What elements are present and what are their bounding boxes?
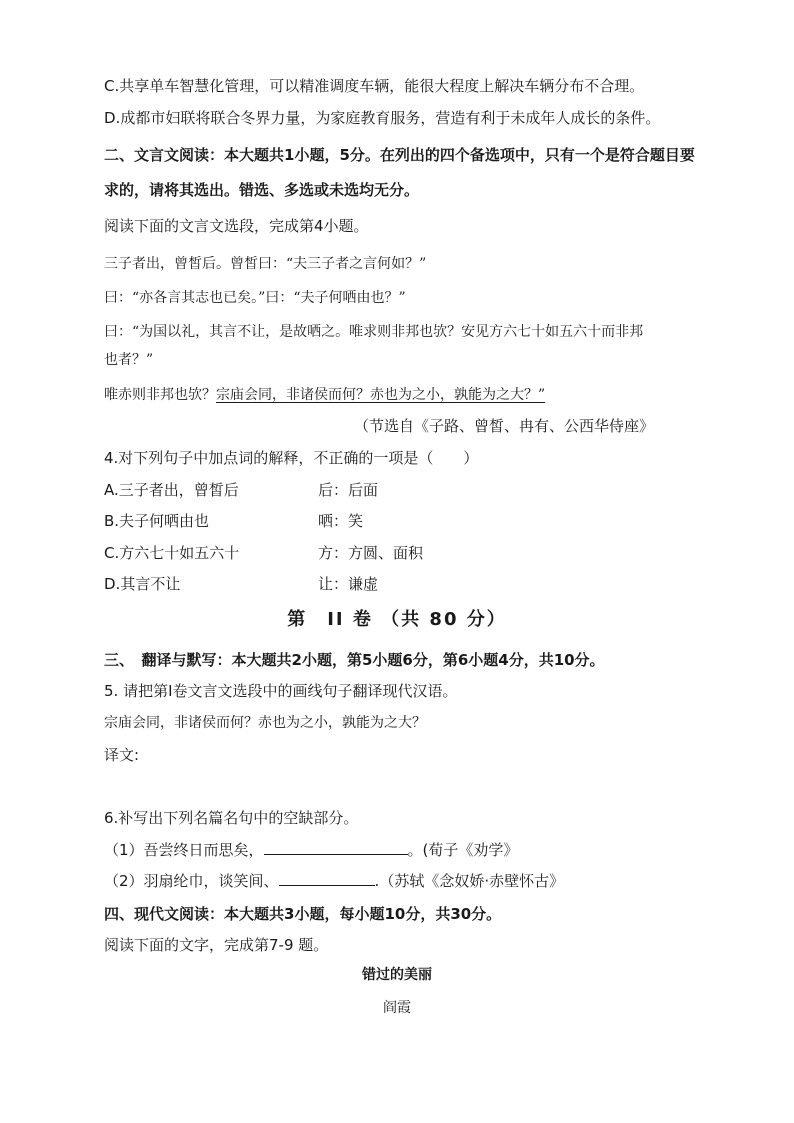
q4-option-b (104, 511, 364, 531)
option-c-text: C.共享单车智慧化管理，可以精准调度车辆，能很大程度上解决车辆分布不合理。 (104, 77, 645, 95)
option-d-text: D.成都市妇联将联合冬界力量，为家庭教育服务，营造有利于未成年人成长的条件。 (104, 109, 661, 127)
translation-label: 译文: (104, 746, 140, 764)
q4-option-b-gloss: 哂：笑 (318, 512, 364, 530)
q4-option-c-sentence: C.方六七十如五六十 (104, 544, 240, 562)
classical-line-4-prefix: 唯赤则非邦也欤？ (104, 387, 216, 403)
q4-option-c (104, 543, 424, 563)
question-4: 4.对下列句子中加点词的解释，不正确的一项是（ ） (104, 449, 479, 467)
q6-item-1 (104, 840, 518, 860)
q6-item-2-prefix: （2）羽扇纶巾，谈笑间、 (104, 872, 279, 890)
q5-sentence: 宗庙会同，非诸侯而何？赤也为之小，孰能为之大？ (104, 715, 426, 731)
q4-option-d-gloss: 让：谦虚 (318, 575, 379, 593)
section2-heading: 二、文言文阅读：本大题共1小题，5分。在列出的四个备选项中，只有一个是符合题目要 (104, 146, 695, 164)
q6-item-2 (104, 871, 564, 891)
q6-blank-2[interactable] (279, 871, 375, 886)
q4-option-d-sentence: D.其言不让 (104, 575, 181, 593)
q6-blank-1[interactable] (264, 840, 408, 855)
q6-item-1-suffix: 。(荀子《劝学》 (407, 841, 519, 859)
section4-heading: 四、现代文阅读：本大题共3小题，每小题10分，共30分。 (104, 905, 502, 923)
q4-option-d (104, 574, 379, 594)
q4-option-c-gloss: 方：方圆、面积 (318, 544, 424, 562)
volume-2-heading: 第 II 卷 （共 80 分） (287, 609, 507, 630)
classical-line-3: 曰：“为国以礼，其言不让，是故哂之。唯求则非邦也欤？安见方六七十如五六十而非邦 (104, 324, 644, 340)
q4-option-a-sentence: A.三子者出，曾皙后 (104, 481, 239, 499)
read-modern-instruction: 阅读下面的文字，完成第7-9 题。 (104, 936, 329, 954)
underlined-sentence: 宗庙会同，非诸侯而何？赤也为之小，孰能为之大？” (216, 387, 546, 403)
read-instruction: 阅读下面的文言文选段，完成第4小题。 (104, 217, 369, 235)
article-title: 错过的美丽 (362, 967, 432, 983)
q6-item-2-suffix: .（苏轼《念奴娇·赤壁怀古》 (374, 872, 565, 890)
section3-heading: 三、 翻译与默写：本大题共2小题，第5小题6分，第6小题4分，共10分。 (104, 651, 605, 669)
section2-heading-cont: 求的，请将其选出。错选、多选或未选均无分。 (104, 181, 420, 199)
source-citation: （节选自《子路、曾皙、冉有、公西华侍座》 (354, 417, 655, 435)
q4-option-b-sentence: B.夫子何哂由也 (104, 512, 210, 530)
q4-option-a-gloss: 后：后面 (318, 481, 379, 499)
classical-line-1: 三子者出，曾皙后。曾皙曰：“夫三子者之言何如？” (104, 256, 427, 272)
question-6: 6.补写出下列名篇名句中的空缺部分。 (104, 809, 359, 827)
q6-item-1-prefix: （1）吾尝终日而思矣， (104, 841, 264, 859)
classical-line-3-cont: 也者？” (104, 352, 154, 368)
article-author: 阎霞 (383, 1000, 411, 1016)
classical-line-4 (104, 385, 545, 405)
classical-line-2: 曰：“亦各言其志也已矣。”曰：“夫子何哂由也？” (104, 290, 406, 306)
q4-option-a (104, 480, 379, 500)
question-5: 5. 请把第I卷文言文选段中的画线句子翻译现代汉语。 (104, 682, 458, 700)
